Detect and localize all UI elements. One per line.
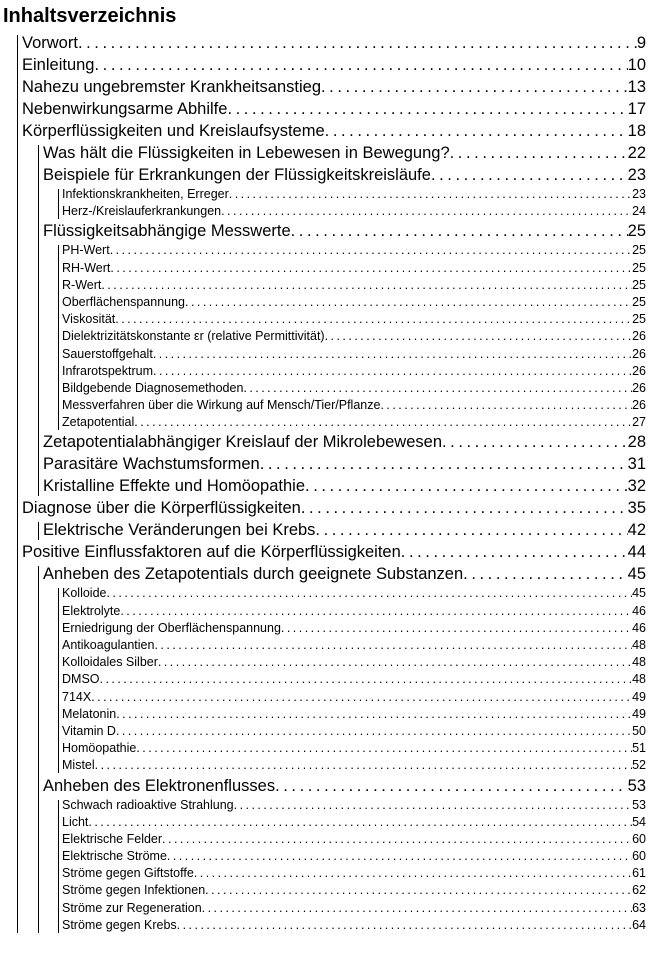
toc-entry-label: Ströme gegen Giftstoffe [62, 866, 194, 881]
toc-entry-page-number: 23 [632, 187, 646, 201]
nesting-guide-line [38, 566, 39, 933]
toc-entry-label: Parasitäre Wachstumsformen [43, 455, 260, 474]
toc-entry-page-number: 25 [632, 312, 646, 327]
nesting-guide-line [38, 145, 39, 496]
dot-leader [234, 797, 632, 814]
toc-entry-page-number: 61 [632, 866, 646, 881]
dot-leader [94, 54, 627, 76]
toc-entry-page-number: 26 [632, 363, 646, 378]
toc-entry-page-number: 26 [632, 380, 646, 395]
dot-leader [78, 32, 637, 54]
toc-entry-level-3[interactable] [0, 654, 653, 671]
toc-entry-page-number: 25 [627, 222, 646, 241]
toc-entry-page-number: 54 [632, 814, 646, 829]
toc-entry-level-3[interactable] [0, 797, 653, 814]
toc-entry-label: Ströme gegen Infektionen [62, 883, 206, 898]
dot-leader [116, 723, 632, 740]
toc-entry-level-3[interactable] [0, 900, 653, 917]
dot-leader [167, 848, 632, 865]
nesting-guide-line [58, 588, 59, 773]
nesting-guide-line [17, 35, 18, 933]
toc-entry-label: Sauerstoffgehalt [62, 346, 153, 361]
dot-leader [88, 814, 632, 831]
dot-leader [442, 431, 628, 453]
toc-entry-page-number: 52 [632, 758, 646, 773]
toc-entry-label: RH-Wert [62, 260, 111, 275]
toc-entry-label: Infrarotspektrum [62, 363, 154, 378]
toc-entry-level-1[interactable] [0, 32, 653, 54]
toc-entry-level-1[interactable] [0, 541, 653, 563]
toc-entry-label: Körperflüssigkeiten und Kreislaufsysteme [22, 122, 325, 140]
toc-entry-level-1[interactable] [0, 120, 653, 142]
toc-entry-level-3[interactable] [0, 757, 653, 774]
dot-leader [321, 76, 628, 98]
toc-entry-level-3[interactable] [0, 831, 653, 848]
dot-leader [221, 203, 632, 220]
toc-entry-level-2[interactable] [0, 563, 653, 585]
toc-entry-level-3[interactable] [0, 380, 653, 397]
toc-entry-label: Homöopathie [62, 741, 137, 756]
toc-entry-label: Kristalline Effekte und Homöopathie [43, 477, 306, 496]
toc-entry-label: Viskosität [62, 312, 116, 327]
table-of-contents [0, 32, 653, 934]
dot-leader [305, 475, 628, 497]
toc-entry-page-number: 50 [632, 723, 646, 738]
toc-entry-label: 714X [62, 689, 92, 704]
dot-leader [153, 346, 632, 363]
dot-leader [136, 740, 632, 757]
toc-entry-page-number: 25 [632, 277, 646, 292]
toc-entry-page-number: 48 [632, 655, 646, 670]
dot-leader [205, 882, 632, 899]
toc-entry-level-3[interactable] [0, 328, 653, 345]
dot-leader [260, 453, 628, 475]
toc-entry-level-2[interactable] [0, 453, 653, 475]
toc-entry-level-1[interactable] [0, 76, 653, 98]
toc-entry-label: Oberflächenspannung [62, 294, 186, 309]
dot-leader [153, 363, 632, 380]
dot-leader [229, 186, 632, 203]
toc-entry-page-number: 53 [632, 797, 646, 812]
toc-entry-label: Anheben des Zetapotentials durch geeignete Substanzen [43, 565, 464, 584]
toc-entry-label: Elektrische Ströme [62, 849, 167, 864]
toc-entry-label: PH-Wert [62, 243, 110, 258]
toc-entry-page-number: 44 [627, 543, 646, 562]
toc-entry-label: Ströme zur Regeneration [62, 900, 202, 915]
dot-leader [101, 277, 632, 294]
toc-entry-label: Flüssigkeitsabhängige Messwerte [43, 222, 291, 241]
toc-entry-page-number: 32 [627, 477, 646, 496]
toc-entry-level-3[interactable] [0, 277, 653, 294]
toc-entry-label: Elektrolyte [62, 603, 121, 618]
toc-entry-label: Diagnose über die Körperflüssigkeiten [22, 499, 301, 518]
dot-leader [325, 120, 628, 142]
dot-leader [158, 654, 632, 671]
toc-entry-page-number: 25 [632, 260, 646, 275]
toc-entry-label: DMSO [62, 672, 100, 687]
dot-leader [463, 563, 627, 585]
toc-entry-label: Vitamin D [62, 723, 116, 738]
toc-entry-label: Antikoagulantien [62, 638, 155, 652]
toc-entry-page-number: 60 [632, 849, 646, 864]
toc-entry-label: Infektionskrankheiten, Erreger [62, 187, 229, 201]
toc-entry-level-3[interactable] [0, 882, 653, 899]
toc-entry-level-2[interactable] [0, 431, 653, 453]
dot-leader [120, 603, 632, 620]
nesting-guide-line [58, 800, 59, 933]
dot-leader [162, 831, 632, 848]
dot-leader [281, 620, 632, 637]
toc-entry-level-3[interactable] [0, 203, 653, 220]
toc-entry-page-number: 46 [632, 620, 646, 635]
toc-entry-label: Vorwort [22, 34, 78, 52]
nesting-guide-line [58, 245, 59, 430]
dot-leader [315, 519, 627, 541]
toc-entry-label: Bildgebende Diagnosemethoden [62, 380, 244, 395]
toc-entry-level-3[interactable] [0, 346, 653, 363]
dot-leader [380, 397, 632, 414]
toc-entry-label: Licht [62, 814, 89, 829]
toc-entry-page-number: 26 [632, 398, 646, 413]
dot-leader [134, 414, 632, 431]
toc-entry-label: Positive Einflussfaktoren auf die Körperflüssigkeiten [22, 543, 401, 562]
toc-entry-level-2[interactable] [0, 220, 653, 242]
toc-entry-page-number: 62 [632, 883, 646, 898]
toc-entry-label: Nebenwirkungsarme Abhilfe [22, 100, 228, 118]
toc-entry-label: Mistel [62, 758, 95, 773]
toc-entry-level-3[interactable] [0, 620, 653, 637]
toc-entry-level-3[interactable] [0, 740, 653, 757]
toc-entry-label: Messverfahren über die Wirkung auf Mensch/Tier/Pflanze [62, 398, 381, 413]
dot-leader [243, 380, 632, 397]
toc-entry-label: Elektrische Veränderungen bei Krebs [43, 521, 316, 540]
toc-entry-level-2[interactable] [0, 775, 653, 797]
toc-entry-label: R-Wert [62, 277, 102, 292]
toc-entry-page-number: 25 [632, 294, 646, 309]
toc-entry-level-2[interactable] [0, 475, 653, 497]
toc-entry-page-number: 48 [632, 672, 646, 687]
toc-entry-level-3[interactable] [0, 585, 653, 602]
toc-entry-level-3[interactable] [0, 814, 653, 831]
toc-entry-label: Zetapotential [62, 415, 135, 430]
dot-leader [291, 220, 628, 242]
toc-entry-page-number: 42 [627, 521, 646, 540]
toc-entry-page-number: 23 [627, 166, 646, 184]
toc-entry-page-number: 48 [632, 638, 646, 652]
toc-entry-page-number: 18 [627, 122, 646, 140]
toc-entry-label: Nahezu ungebremster Krankheitsanstieg [22, 78, 322, 96]
dot-leader [325, 328, 633, 345]
dot-leader [202, 900, 632, 917]
toc-entry-page-number: 63 [632, 900, 646, 915]
toc-entry-level-2[interactable] [0, 164, 653, 186]
nesting-guide-line [58, 189, 59, 219]
toc-entry-page-number: 24 [632, 204, 646, 219]
toc-entry-label: Kolloide [62, 586, 107, 601]
dot-leader [194, 865, 632, 882]
toc-entry-page-number: 26 [632, 346, 646, 361]
dot-leader [91, 689, 632, 706]
toc-entry-level-3[interactable] [0, 706, 653, 723]
toc-entry-label: Beispiele für Erkrankungen der Flüssigkeitskreisläufe [43, 166, 431, 184]
toc-entry-level-1[interactable] [0, 54, 653, 76]
toc-entry-label: Zetapotentialabhängiger Kreislauf der Mikrolebewesen [43, 433, 442, 452]
toc-entry-label: Kolloidales Silber [62, 655, 158, 670]
toc-entry-page-number: 64 [632, 917, 646, 932]
toc-entry-level-3[interactable] [0, 311, 653, 328]
dot-leader [116, 706, 632, 723]
toc-entry-level-3[interactable] [0, 186, 653, 203]
dot-leader [401, 541, 628, 563]
toc-entry-level-2[interactable] [0, 142, 653, 164]
dot-leader [450, 142, 628, 164]
toc-entry-label: Schwach radioaktive Strahlung [62, 797, 234, 812]
dot-leader [110, 242, 632, 259]
toc-entry-page-number: 31 [627, 455, 646, 474]
page-title: Inhaltsverzeichnis [3, 5, 177, 27]
dot-leader [275, 775, 628, 797]
toc-entry-label: Was hält die Flüssigkeiten in Lebewesen in Bewegung? [43, 144, 450, 162]
toc-entry-level-3[interactable] [0, 414, 653, 431]
toc-entry-label: Herz-/Kreislauferkrankungen [62, 204, 222, 219]
toc-entry-page-number: 10 [627, 56, 646, 74]
toc-entry-level-3[interactable] [0, 260, 653, 277]
dot-leader [177, 917, 632, 934]
toc-entry-label: Anheben des Elektronenflusses [43, 776, 276, 795]
toc-entry-label: Melatonin [62, 706, 117, 721]
toc-entry-page-number: 9 [636, 34, 646, 52]
toc-entry-level-3[interactable] [0, 848, 653, 865]
toc-entry-level-1[interactable] [0, 497, 653, 519]
toc-entry-page-number: 17 [627, 100, 646, 118]
toc-entry-level-3[interactable] [0, 689, 653, 706]
dot-leader [110, 260, 632, 277]
toc-entry-label: Erniedrigung der Oberflächenspannung [62, 620, 281, 635]
toc-entry-page-number: 45 [632, 586, 646, 601]
dot-leader [227, 98, 627, 120]
toc-entry-page-number: 49 [632, 706, 646, 721]
dot-leader [431, 164, 628, 186]
toc-entry-label: Einleitung [22, 56, 95, 74]
toc-entry-level-3[interactable] [0, 917, 653, 934]
toc-entry-label: Ströme gegen Krebs [62, 917, 177, 932]
dot-leader [95, 757, 632, 774]
toc-entry-page-number: 35 [627, 499, 646, 518]
toc-entry-level-3[interactable] [0, 865, 653, 882]
toc-entry-page-number: 22 [627, 144, 646, 162]
dot-leader [106, 585, 632, 602]
dot-leader [301, 497, 628, 519]
toc-entry-level-2[interactable] [0, 519, 653, 541]
toc-entry-level-3[interactable] [0, 637, 653, 654]
toc-entry-page-number: 13 [627, 78, 646, 96]
toc-entry-page-number: 26 [632, 329, 646, 344]
dot-leader [185, 294, 632, 311]
toc-entry-page-number: 60 [632, 831, 646, 846]
toc-entry-page-number: 51 [632, 741, 646, 756]
dot-leader [154, 637, 632, 654]
toc-entry-page-number: 46 [632, 603, 646, 618]
toc-entry-page-number: 53 [627, 776, 646, 795]
toc-entry-page-number: 45 [627, 565, 646, 584]
toc-entry-page-number: 28 [627, 433, 646, 452]
nesting-guide-line [38, 522, 39, 540]
toc-entry-level-3[interactable] [0, 363, 653, 380]
toc-entry-level-3[interactable] [0, 723, 653, 740]
toc-entry-level-3[interactable] [0, 294, 653, 311]
toc-entry-label: Elektrische Felder [62, 831, 163, 846]
toc-entry-level-3[interactable] [0, 671, 653, 688]
toc-entry-level-3[interactable] [0, 603, 653, 620]
toc-entry-page-number: 49 [632, 689, 646, 704]
toc-entry-page-number: 27 [632, 415, 646, 430]
toc-entry-level-3[interactable] [0, 397, 653, 414]
toc-entry-label: Dielektrizitätskonstante εr (relative Permittivität) [62, 329, 325, 344]
dot-leader [115, 311, 632, 328]
toc-entry-page-number: 25 [632, 243, 646, 258]
toc-entry-level-1[interactable] [0, 98, 653, 120]
dot-leader [100, 671, 633, 688]
toc-entry-level-3[interactable] [0, 242, 653, 259]
